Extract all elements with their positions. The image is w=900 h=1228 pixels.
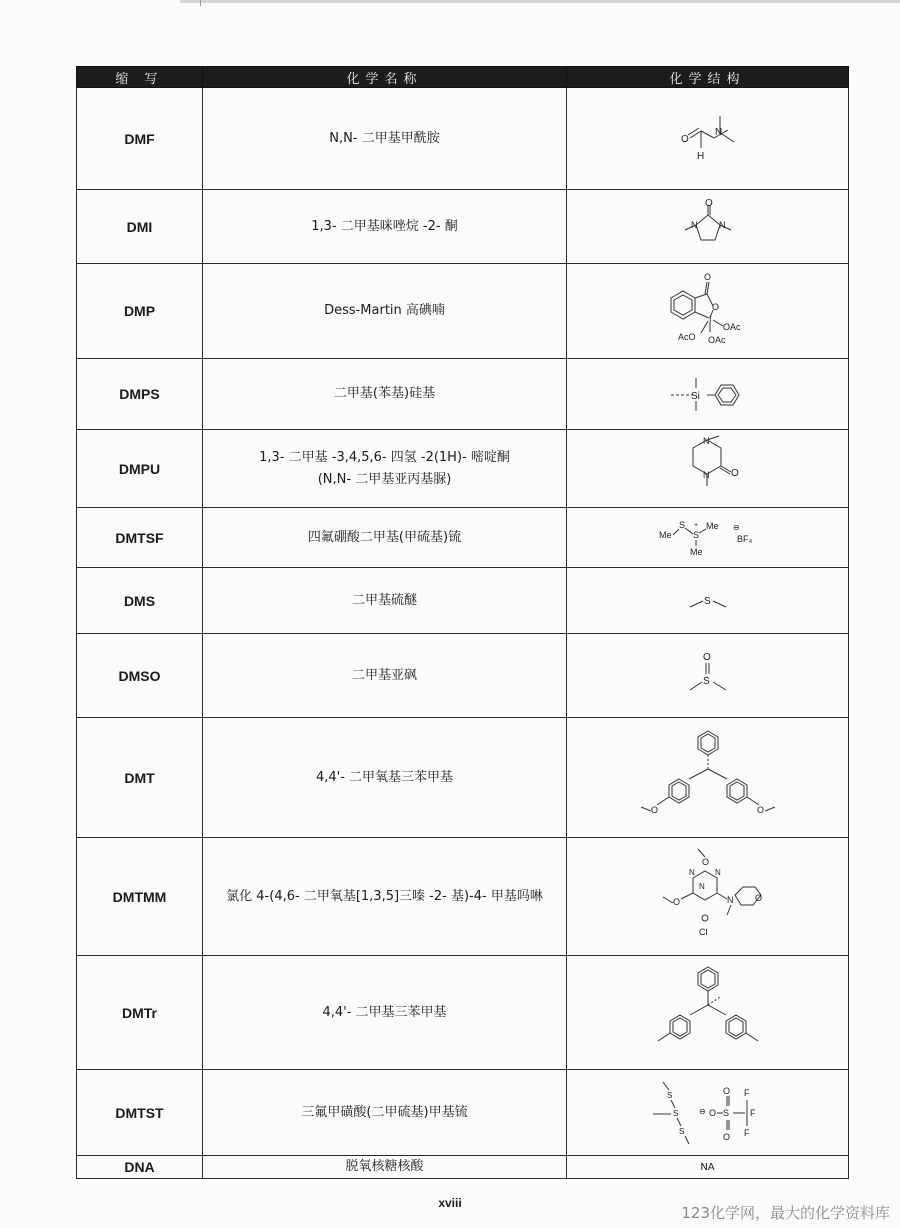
dmp-i-label: I xyxy=(708,314,712,324)
svg-text:N: N xyxy=(714,126,722,138)
dmtsf-s-label: S xyxy=(678,519,685,530)
svg-text:N: N xyxy=(714,867,721,877)
structure-dmps xyxy=(567,359,849,430)
dmt-structure-drawing xyxy=(623,723,793,833)
structure-dmpu xyxy=(567,430,849,508)
svg-text:O: O xyxy=(754,892,762,903)
row-name: 氯化 4-(4,6- 二甲氧基[1,3,5]三嗪 -2- 基)-4- 甲基吗啉 xyxy=(203,838,567,956)
table-row xyxy=(77,359,849,430)
dmi-structure-drawing xyxy=(668,197,748,257)
dmtst-f-label: F xyxy=(743,1087,749,1098)
row-name: 二甲基(苯基)硅基 xyxy=(203,359,567,430)
svg-text:⊖: ⊖ xyxy=(698,1106,706,1116)
abbreviation-table xyxy=(76,66,849,1179)
dmtsf-me-label: Me xyxy=(658,529,672,540)
row-abbr: DMF xyxy=(77,88,203,190)
table-row xyxy=(77,508,849,568)
svg-text:O: O xyxy=(756,804,764,815)
table-row xyxy=(77,718,849,838)
svg-text:F: F xyxy=(743,1127,749,1138)
row-name: 二甲基亚砜 xyxy=(203,634,567,718)
svg-text:S: S xyxy=(678,1126,684,1136)
dmtsf-minus-label: ⊖ xyxy=(732,522,740,532)
dmp-structure-drawing xyxy=(653,270,763,352)
dmtsf-structure-drawing xyxy=(653,514,763,562)
svg-text:N: N xyxy=(718,219,725,230)
table-row xyxy=(77,568,849,634)
structure-dmp xyxy=(567,264,849,359)
svg-text:O: O xyxy=(680,133,689,145)
page-number: xviii xyxy=(438,1196,462,1210)
svg-text:S: S xyxy=(672,1108,678,1118)
svg-text:N: N xyxy=(702,469,709,480)
row-abbr: DMP xyxy=(77,264,203,359)
table-row xyxy=(77,838,849,956)
svg-text:O: O xyxy=(708,1107,716,1118)
row-abbr: DMPU xyxy=(77,430,203,508)
row-structure-text: NA xyxy=(567,1156,849,1179)
table-row xyxy=(77,1070,849,1156)
header-chemical-name: 化学名称 xyxy=(203,67,567,88)
svg-text:N: N xyxy=(690,219,697,230)
svg-text:O: O xyxy=(702,651,711,663)
structure-dmtmm xyxy=(567,838,849,956)
svg-text:O: O xyxy=(704,197,713,209)
dmps-structure-drawing xyxy=(663,366,753,422)
dmp-oac-label: OAc xyxy=(722,322,741,332)
header-abbreviation: 缩 写 xyxy=(77,67,203,88)
row-abbr: DMTr xyxy=(77,956,203,1070)
dmtmm-cl-label: Cl xyxy=(698,926,707,937)
svg-text:OAc: OAc xyxy=(707,335,726,345)
row-name: Dess-Martin 高碘喃 xyxy=(203,264,567,359)
svg-text:O: O xyxy=(672,896,680,907)
dmps-si-label: Si xyxy=(690,391,700,402)
structure-dmtr xyxy=(567,956,849,1070)
header-chemical-structure: 化学结构 xyxy=(567,67,849,88)
row-name: N,N- 二甲基甲酰胺 xyxy=(203,88,567,190)
row-name-alt: (N,N- 二甲基亚丙基脲) xyxy=(317,471,452,487)
svg-text:S: S xyxy=(703,595,711,607)
svg-text:S: S xyxy=(722,1107,729,1118)
row-name-multiline xyxy=(203,430,567,508)
structure-dmt xyxy=(567,718,849,838)
row-name: 二甲基硫醚 xyxy=(203,568,567,634)
dmtst-structure-drawing xyxy=(643,1078,773,1148)
structure-dmtsf xyxy=(567,508,849,568)
dmf-h-label: H xyxy=(696,150,704,162)
svg-text:N: N xyxy=(702,435,709,446)
svg-text:F: F xyxy=(749,1107,755,1118)
row-name: 三氟甲磺酸(二甲硫基)甲基锍 xyxy=(203,1070,567,1156)
svg-text:O: O xyxy=(730,467,739,479)
dmso-structure-drawing xyxy=(678,646,738,706)
row-name: 4,4'- 二甲氧基三苯甲基 xyxy=(203,718,567,838)
row-abbr: DMSO xyxy=(77,634,203,718)
row-abbr: DMTMM xyxy=(77,838,203,956)
table-header-row xyxy=(77,67,849,88)
row-abbr: DMPS xyxy=(77,359,203,430)
row-name: 四氟硼酸二甲基(甲硫基)锍 xyxy=(203,508,567,568)
structure-dmf xyxy=(567,88,849,190)
svg-text:Me: Me xyxy=(705,520,719,531)
dmtsf-bf4-label: BF₄ xyxy=(736,533,752,544)
table-row xyxy=(77,88,849,190)
row-abbr: DMTST xyxy=(77,1070,203,1156)
svg-text:S: S xyxy=(666,1090,672,1100)
dmp-o-label: O xyxy=(703,272,711,282)
svg-text:S: S xyxy=(692,529,699,540)
table-row xyxy=(77,190,849,264)
dmtsf-plus-label: + xyxy=(693,521,698,529)
row-name: 1,3- 二甲基 -3,4,5,6- 四氢 -2(1H)- 嘧啶酮 xyxy=(259,449,510,465)
scan-tick xyxy=(200,0,201,6)
table-row xyxy=(77,264,849,359)
row-name: 4,4'- 二甲基三苯甲基 xyxy=(203,956,567,1070)
svg-text:O: O xyxy=(701,856,709,867)
dmpu-structure-drawing xyxy=(663,434,753,504)
svg-text:N: N xyxy=(688,867,695,877)
table-row xyxy=(77,1156,849,1179)
watermark: 123化学网，最大的化学资料库 xyxy=(681,1204,890,1222)
row-name: 1,3- 二甲基咪唑烷 -2- 酮 xyxy=(203,190,567,264)
row-abbr: DMS xyxy=(77,568,203,634)
row-abbr: DMTSF xyxy=(77,508,203,568)
dmtmm-structure-drawing xyxy=(643,843,773,951)
row-abbr: DNA xyxy=(77,1156,203,1179)
svg-text:Me: Me xyxy=(689,546,703,557)
dmf-structure-drawing xyxy=(668,104,748,174)
structure-dmtst xyxy=(567,1070,849,1156)
table-row xyxy=(77,634,849,718)
scan-edge xyxy=(180,0,900,3)
row-abbr: DMI xyxy=(77,190,203,264)
svg-text:O: O xyxy=(722,1085,730,1096)
table-row xyxy=(77,430,849,508)
structure-dmso xyxy=(567,634,849,718)
row-abbr: DMT xyxy=(77,718,203,838)
svg-text:N: N xyxy=(698,881,705,891)
svg-text:O: O xyxy=(650,804,658,815)
dmtr-structure-drawing xyxy=(628,961,788,1065)
dmtmm-n-label: N xyxy=(726,894,733,905)
table-row xyxy=(77,956,849,1070)
row-name: 脱氧核糖核酸 xyxy=(203,1156,567,1179)
dms-structure-drawing xyxy=(678,581,738,621)
structure-dms xyxy=(567,568,849,634)
svg-text:O: O xyxy=(722,1131,730,1142)
dmp-aco-label: AcO xyxy=(677,332,696,342)
structure-dmi xyxy=(567,190,849,264)
svg-text:S: S xyxy=(702,675,710,687)
svg-text:O: O xyxy=(711,302,719,312)
